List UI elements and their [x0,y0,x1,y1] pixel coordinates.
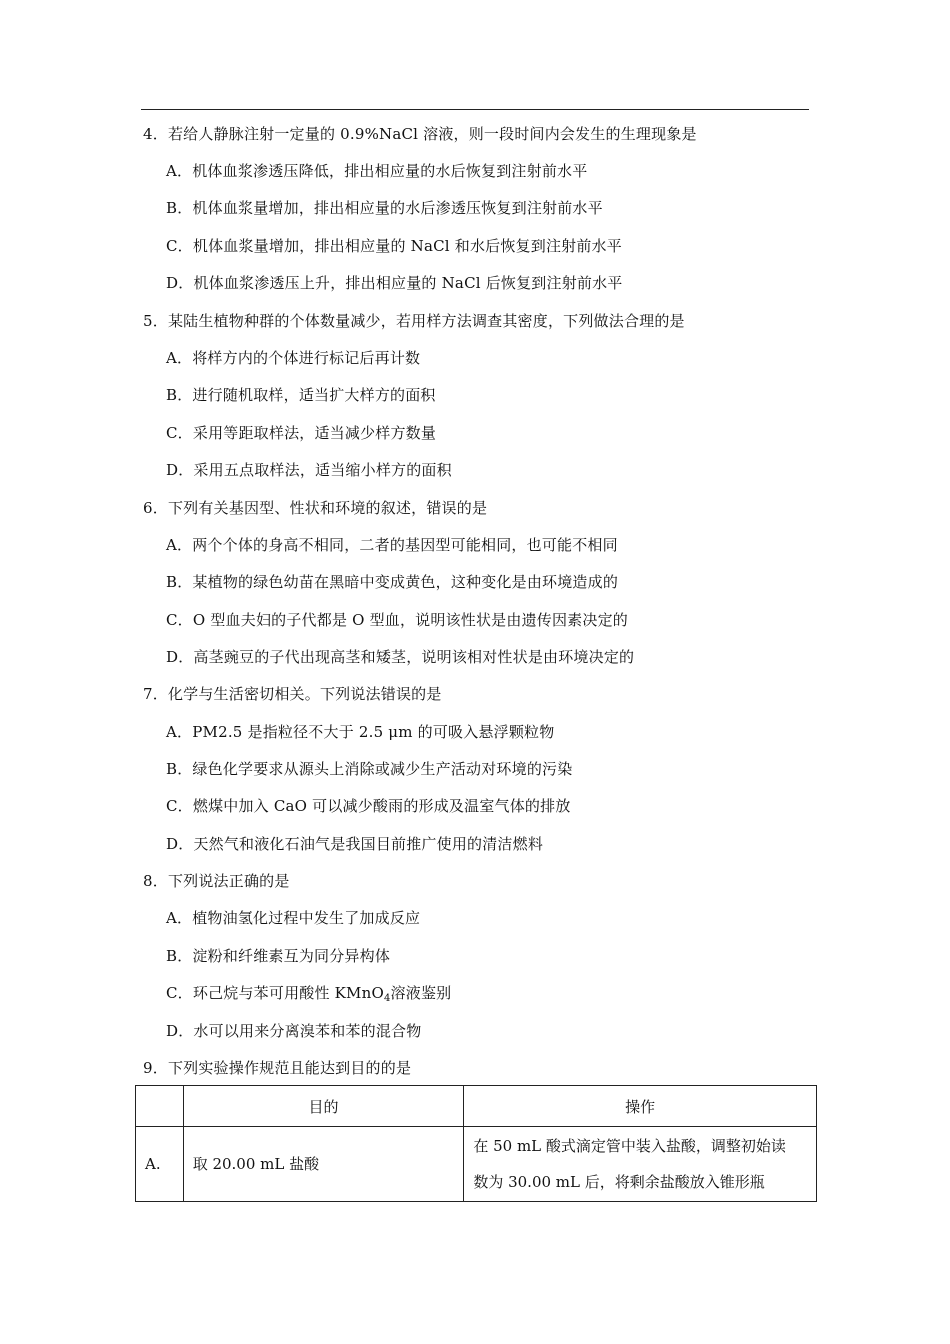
table-header-blank [136,1086,184,1127]
question-7-stem: 7．化学与生活密切相关。下列说法错误的是 [143,685,442,703]
question-8-option-d: D．水可以用来分离溴苯和苯的混合物 [166,1022,422,1040]
question-9-stem: 9．下列实验操作规范且能达到目的的是 [143,1059,412,1077]
question-8-option-a: A．植物油氢化过程中发生了加成反应 [166,909,421,927]
table-row-operation-line-2: 数为 30.00 mL 后，将剩余盐酸放入锥形瓶 [473,1173,765,1191]
table-header-purpose: 目的 [183,1086,464,1127]
question-6-stem: 6．下列有关基因型、性状和环境的叙述，错误的是 [143,499,488,517]
question-8-option-b: B．淀粉和纤维素互为同分异构体 [166,947,391,965]
question-7-option-d: D．天然气和液化石油气是我国目前推广使用的清洁燃料 [166,835,544,853]
table-row [136,1127,817,1202]
question-4-option-c: C．机体血浆量增加，排出相应量的 NaCl 和水后恢复到注射前水平 [166,237,622,255]
question-4-option-b: B．机体血浆量增加，排出相应量的水后渗透压恢复到注射前水平 [166,199,603,217]
question-8-option-c-tail: 溶液鉴别 [390,984,452,1002]
question-7-option-b: B．绿色化学要求从源头上消除或减少生产活动对环境的污染 [166,760,573,778]
question-5-option-d: D．采用五点取样法，适当缩小样方的面积 [166,461,452,479]
table-row-operation [464,1127,817,1202]
question-8-stem: 8．下列说法正确的是 [143,872,290,890]
question-5-option-a: A．将样方内的个体进行标记后再计数 [166,349,421,367]
question-4-option-d: D．机体血浆渗透压上升，排出相应量的 NaCl 后恢复到注射前水平 [166,274,623,292]
question-8-option-c [166,983,451,1003]
question-6-option-a: A．两个个体的身高不相同，二者的基因型可能相同，也可能不相同 [166,536,618,554]
table-header-operation: 操作 [464,1086,817,1127]
question-5-option-b: B．进行随机取样，适当扩大样方的面积 [166,386,436,404]
question-5-stem: 5．某陆生植物种群的个体数量减少，若用样方法调查其密度，下列做法合理的是 [143,312,685,330]
question-6-option-b: B．某植物的绿色幼苗在黑暗中变成黄色，这种变化是由环境造成的 [166,573,619,591]
table-header-row [136,1086,817,1127]
question-6-option-c: C．O 型血夫妇的子代都是 O 型血，说明该性状是由遗传因素决定的 [166,611,628,629]
question-4-stem: 4．若给人静脉注射一定量的 0.9%NaCl 溶液，则一段时间内会发生的生理现象是 [143,125,697,143]
question-7-option-a: A．PM2.5 是指粒径不大于 2.5 μm 的可吸入悬浮颗粒物 [166,723,555,741]
question-7-option-c: C．燃煤中加入 CaO 可以减少酸雨的形成及温室气体的排放 [166,797,571,815]
header-rule [141,109,809,110]
question-5-option-c: C．采用等距取样法，适当减少样方数量 [166,424,437,442]
table-row-label: A. [136,1127,184,1202]
experiment-table [135,1085,817,1202]
question-6-option-d: D．高茎豌豆的子代出现高茎和矮茎，说明该相对性状是由环境决定的 [166,648,635,666]
table-row-operation-line-1: 在 50 mL 酸式滴定管中装入盐酸，调整初始读 [473,1137,786,1155]
question-4-option-a: A．机体血浆渗透压降低，排出相应量的水后恢复到注射前水平 [166,162,588,180]
question-8-option-c-text: C．环己烷与苯可用酸性 KMnO [166,984,384,1002]
question-8-option-c-subscript: 4 [383,993,391,1004]
table-row-purpose: 取 20.00 mL 盐酸 [183,1127,464,1202]
